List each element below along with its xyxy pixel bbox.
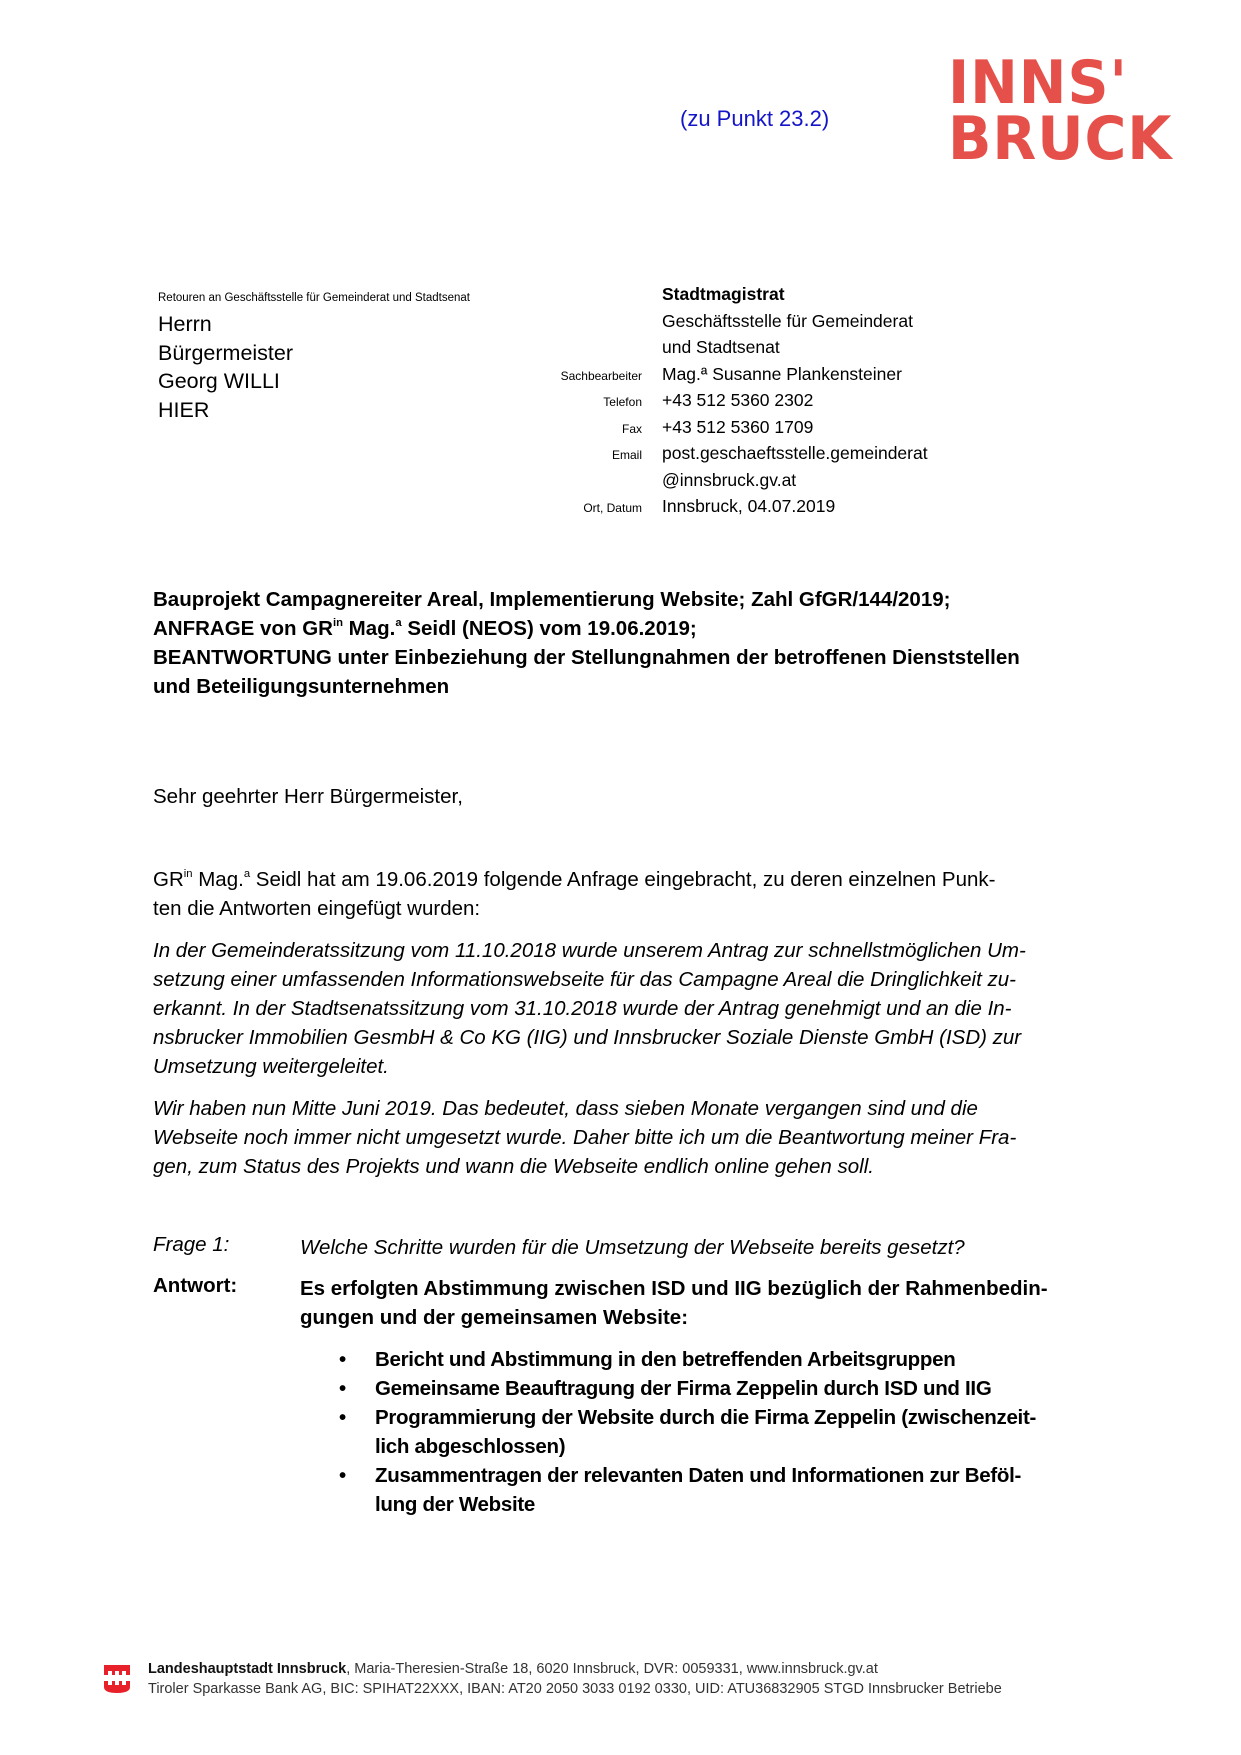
quote-line: setzung einer umfassenden Informationswebseite für das Campagne Areal die Dringlichkeit zu-: [153, 968, 1016, 991]
sender-office: Stadtmagistrat: [662, 284, 785, 304]
superscript: a: [243, 867, 251, 880]
salutation: Sehr geehrter Herr Bürgermeister,: [153, 785, 463, 808]
recipient-address: [158, 310, 293, 424]
subject-text: Seidl (NEOS) vom 19.06.2019;: [401, 617, 697, 640]
quote-line: Umsetzung weitergeleitet.: [153, 1055, 389, 1078]
bullet-icon: •: [339, 1464, 346, 1487]
sender-row: [520, 390, 1040, 417]
list-item: [335, 1461, 1135, 1519]
logo-line-2: BRUCK: [948, 104, 1173, 174]
subject-line: Bauprojekt Campagnereiter Areal, Implementierung Website; Zahl GfGR/144/2019;: [153, 588, 951, 611]
sender-email-domain[interactable]: @innsbruck.gv.at: [662, 469, 797, 490]
footer-line-2: Tiroler Sparkasse Bank AG, BIC: SPIHAT22XXX, IBAN: AT20 2050 3033 0192 0330, UID: ATU36832905 STGD Innsbrucker Betriebe: [148, 1681, 1002, 1697]
sender-label: Sachbearbeiter: [560, 368, 642, 383]
list-item-line: lich abgeschlossen): [375, 1435, 566, 1458]
recipient-line: HIER: [158, 397, 210, 422]
footer-org-name: Landeshauptstadt Innsbruck: [148, 1661, 347, 1677]
agenda-reference-note: (zu Punkt 23.2): [680, 106, 830, 131]
sender-row: [520, 443, 1040, 470]
intro-paragraph: [153, 865, 1123, 923]
logo-line-1: INNS': [948, 48, 1128, 118]
sender-phone: +43 512 5360 2302: [662, 390, 814, 410]
sender-row: [520, 337, 1040, 364]
subject-line: BEANTWORTUNG unter Einbeziehung der Stellungnahmen der betroffenen Dienststellen: [153, 646, 1020, 669]
sender-fax: +43 512 5360 1709: [662, 416, 814, 437]
intro-text: Mag.: [192, 868, 244, 891]
list-item: [335, 1345, 1135, 1374]
subject-text: ANFRAGE von GR: [153, 617, 333, 640]
innsbruck-logo: [948, 48, 1173, 174]
list-item-line: Gemeinsame Beauftragung der Firma Zeppelin durch ISD und IIG: [375, 1377, 992, 1400]
answer-line: gungen und der gemeinsamen Website:: [300, 1306, 689, 1329]
answer-line: Es erfolgten Abstimmung zwischen ISD und IIG bezüglich der Rahmenbedin-: [300, 1277, 1048, 1300]
sender-label: Telefon: [603, 395, 642, 409]
sender-place-date: Innsbruck, 04.07.2019: [662, 496, 836, 516]
sender-label: Ort, Datum: [583, 501, 642, 515]
inquiry-quote-paragraph-2: [153, 1094, 1123, 1181]
recipient-line: Georg WILLI: [158, 369, 280, 393]
footer-text: [148, 1659, 1002, 1699]
footer-line-1: [148, 1659, 1002, 1679]
letter-subject: [153, 585, 1113, 701]
bullet-icon: •: [339, 1377, 346, 1400]
bullet-icon: •: [339, 1348, 346, 1371]
inquiry-quote-paragraph-1: [153, 936, 1123, 1081]
question-label: Frage 1:: [153, 1233, 230, 1256]
recipient-line: Herrn: [158, 312, 212, 336]
intro-line: [153, 865, 1123, 894]
intro-text: Seidl hat am 19.06.2019 folgende Anfrage eingebracht, zu deren einzelnen Punk-: [250, 868, 996, 891]
quote-line: erkannt. In der Stadtsenatssitzung vom 31.10.2018 wurde der Antrag genehmigt und an die In-: [153, 997, 1012, 1020]
quote-line: In der Gemeinderatssitzung vom 11.10.2018 wurde unserem Antrag zur schnellstmöglichen Um-: [153, 939, 1026, 962]
quote-line: Webseite noch immer nicht umgesetzt wurde. Daher bitte ich um die Beantwortung meiner Fra-: [153, 1126, 1017, 1149]
intro-text: GR: [153, 868, 184, 891]
bullet-icon: •: [339, 1406, 346, 1429]
answer-label: Antwort:: [153, 1274, 238, 1297]
list-item: [335, 1374, 1135, 1403]
question-text: Welche Schritte wurden für die Umsetzung der Webseite bereits gesetzt?: [300, 1236, 965, 1259]
recipient-line: Bürgermeister: [158, 340, 294, 365]
subject-text: Mag.: [342, 617, 396, 640]
list-item-line: lung der Website: [375, 1493, 535, 1516]
answer-bullet-list: [335, 1345, 1135, 1519]
city-crest-icon: [103, 1663, 131, 1695]
sender-row: [520, 364, 1040, 391]
list-item-line: Bericht und Abstimmung in den betreffenden Arbeitsgruppen: [375, 1348, 956, 1371]
list-item-line: Programmierung der Website durch die Firma Zeppelin (zwischenzeit-: [375, 1406, 1037, 1429]
subject-line: [153, 614, 1113, 643]
list-item: [335, 1403, 1135, 1461]
quote-line: Wir haben nun Mitte Juni 2019. Das bedeutet, dass sieben Monate vergangen sind und die: [153, 1097, 978, 1120]
sender-email[interactable]: post.geschaeftsstelle.gemeinderat: [662, 443, 928, 463]
superscript: a: [395, 616, 402, 629]
subject-line: und Beteiligungsunternehmen: [153, 675, 450, 698]
return-address-line: Retouren an Geschäftsstelle für Gemeinderat und Stadtsenat: [158, 292, 470, 304]
superscript: in: [183, 867, 193, 880]
quote-line: nsbrucker Immobilien GesmbH & Co KG (IIG) und Innsbrucker Soziale Dienste GmbH (ISD) zur: [153, 1026, 1022, 1049]
superscript: in: [332, 616, 343, 629]
sender-department: Geschäftsstelle für Gemeinderat: [662, 310, 913, 331]
sender-department-cont: und Stadtsenat: [662, 337, 780, 357]
sender-label: Fax: [621, 421, 642, 436]
sender-row: [520, 417, 1040, 444]
sender-info-block: [520, 284, 1040, 523]
intro-line: ten die Antworten eingefügt wurden:: [153, 897, 481, 920]
footer-address: , Maria-Theresien-Straße 18, 6020 Innsbruck, DVR: 0059331, www.innsbruck.gv.at: [346, 1661, 878, 1677]
sender-row: [520, 470, 1040, 497]
sender-label: Email: [611, 448, 642, 462]
sender-row: [520, 311, 1040, 338]
answer-text: [300, 1274, 1130, 1332]
quote-line: gen, zum Status des Projekts und wann die Webseite endlich online gehen soll.: [153, 1155, 874, 1178]
sender-row: [520, 496, 1040, 523]
sender-row: [520, 284, 1040, 311]
list-item-line: Zusammentragen der relevanten Daten und Informationen zur Beföl-: [375, 1464, 1022, 1487]
sender-clerk: Mag.ª Susanne Plankensteiner: [662, 363, 902, 384]
